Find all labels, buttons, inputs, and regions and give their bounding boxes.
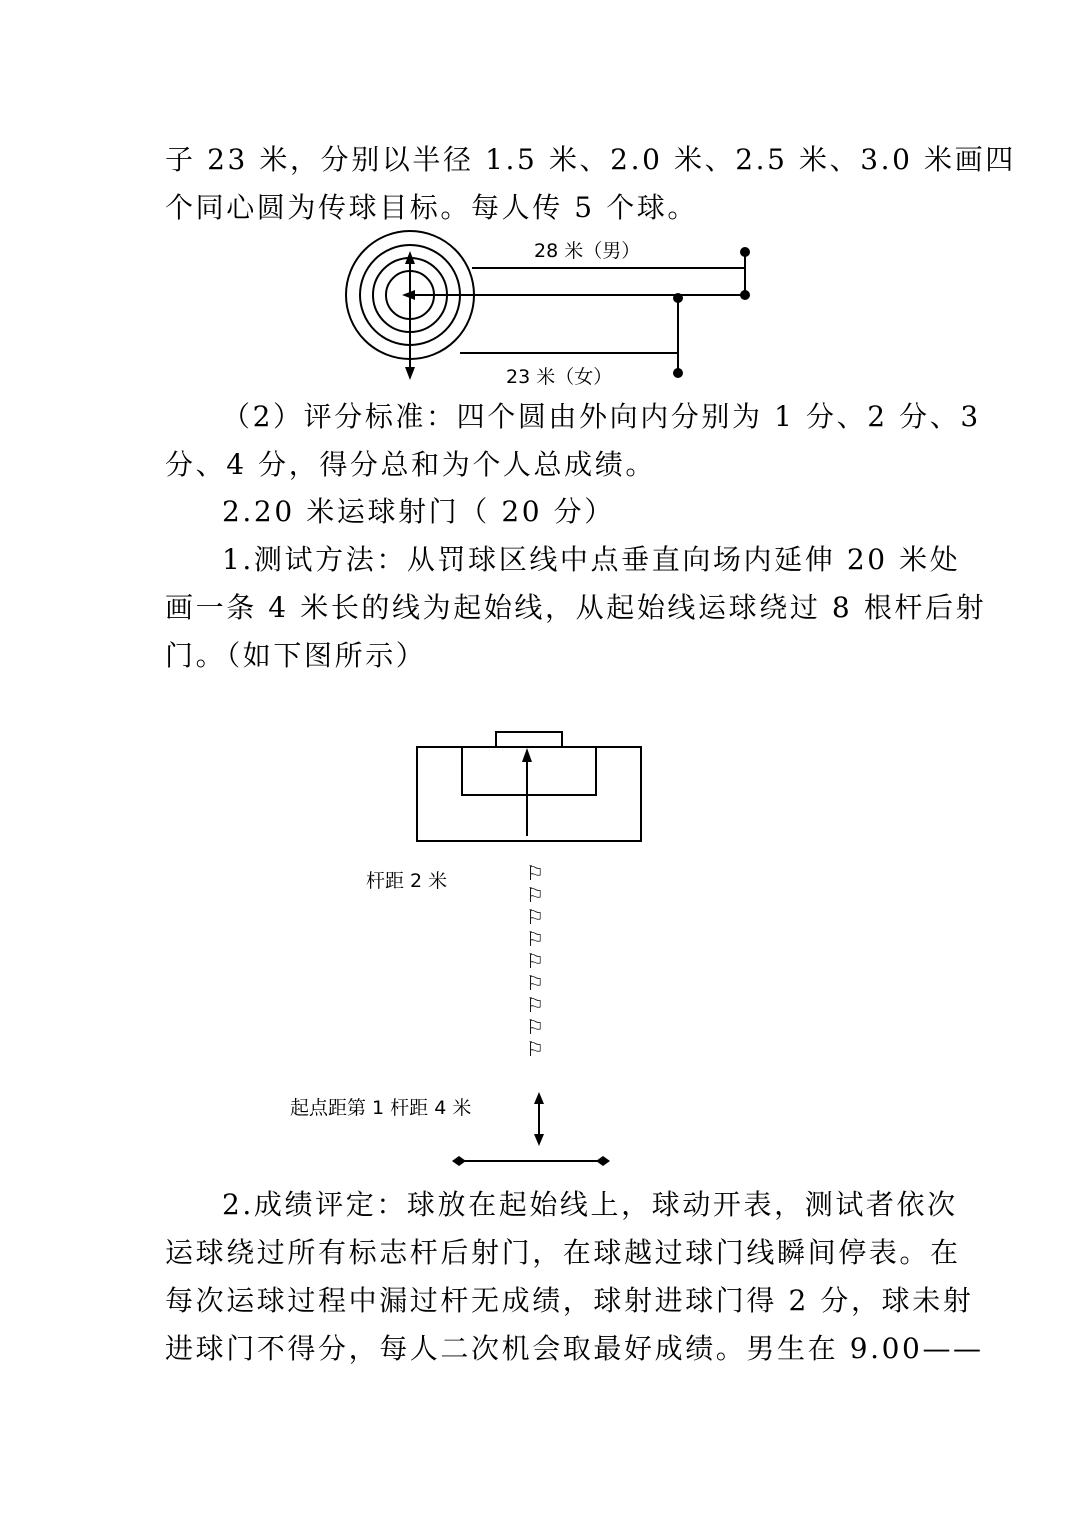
- label-pole-spacing: 杆距 2 米: [366, 870, 448, 892]
- pole-flag-icon: ⚐: [526, 905, 544, 929]
- arrow-left-icon: [402, 290, 415, 300]
- paragraph-1-line-2: 个同心圆为传球目标。每人传 5 个球。: [165, 191, 699, 224]
- start-line-left-end: [452, 1156, 466, 1166]
- paragraph-4-line-2: 画一条 4 米长的线为起始线，从起始线运球绕过 8 根杆后射: [165, 591, 987, 624]
- pole-flag-icon: ⚐: [526, 861, 544, 885]
- paragraph-2-line-2: 分、4 分，得分总和为个人总成绩。: [165, 448, 656, 481]
- female-point-top: [673, 293, 683, 303]
- arrow-down-icon: [534, 1134, 544, 1146]
- pole-flag-icon: ⚐: [526, 927, 544, 951]
- label-male-distance: 28 米（男）: [534, 240, 641, 262]
- pole-flag-icon: ⚐: [526, 949, 544, 973]
- male-point-top: [740, 247, 750, 257]
- paragraph-5-line-1: 2.成绩评定：球放在起始线上，球动开表，测试者依次: [222, 1188, 958, 1221]
- arrow-up-icon: [522, 748, 532, 762]
- pole-flag-icon: ⚐: [526, 883, 544, 907]
- paragraph-4-line-1: 1.测试方法：从罚球区线中点垂直向场内延伸 20 米处: [222, 543, 961, 576]
- female-point-bottom: [673, 368, 683, 378]
- arrow-up-icon: [534, 1092, 544, 1104]
- paragraph-5-line-2: 运球绕过所有标志杆后射门，在球越过球门线瞬间停表。在: [165, 1236, 961, 1269]
- paragraph-5-line-3: 每次运球过程中漏过杆无成绩，球射进球门得 2 分，球未射: [165, 1284, 974, 1317]
- section-heading-dribble-shot: 2.20 米运球射门（ 20 分）: [222, 495, 615, 528]
- pole-flag-icon: ⚐: [526, 971, 544, 995]
- pole-flag-icon: ⚐: [526, 993, 544, 1017]
- paragraph-2-line-1: （2）评分标准：四个圆由外向内分别为 1 分、2 分、3: [222, 400, 981, 433]
- paragraph-4-line-3: 门。（如下图所示）: [165, 639, 427, 672]
- arrow-down-icon: [405, 367, 415, 380]
- pole-flags: [526, 862, 550, 1060]
- goal: [496, 732, 562, 747]
- pole-flag-icon: ⚐: [526, 1015, 544, 1039]
- label-female-distance: 23 米（女）: [506, 366, 613, 388]
- start-line-right-end: [596, 1156, 610, 1166]
- paragraph-5-line-4: 进球门不得分，每人二次机会取最好成绩。男生在 9.00——: [165, 1332, 984, 1365]
- pole-flag-icon: ⚐: [526, 1037, 544, 1061]
- label-start-distance: 起点距第 1 杆距 4 米: [290, 1097, 472, 1119]
- paragraph-1-line-1: 子 23 米，分别以半径 1.5 米、2.0 米、2.5 米、3.0 米画四: [165, 143, 1016, 176]
